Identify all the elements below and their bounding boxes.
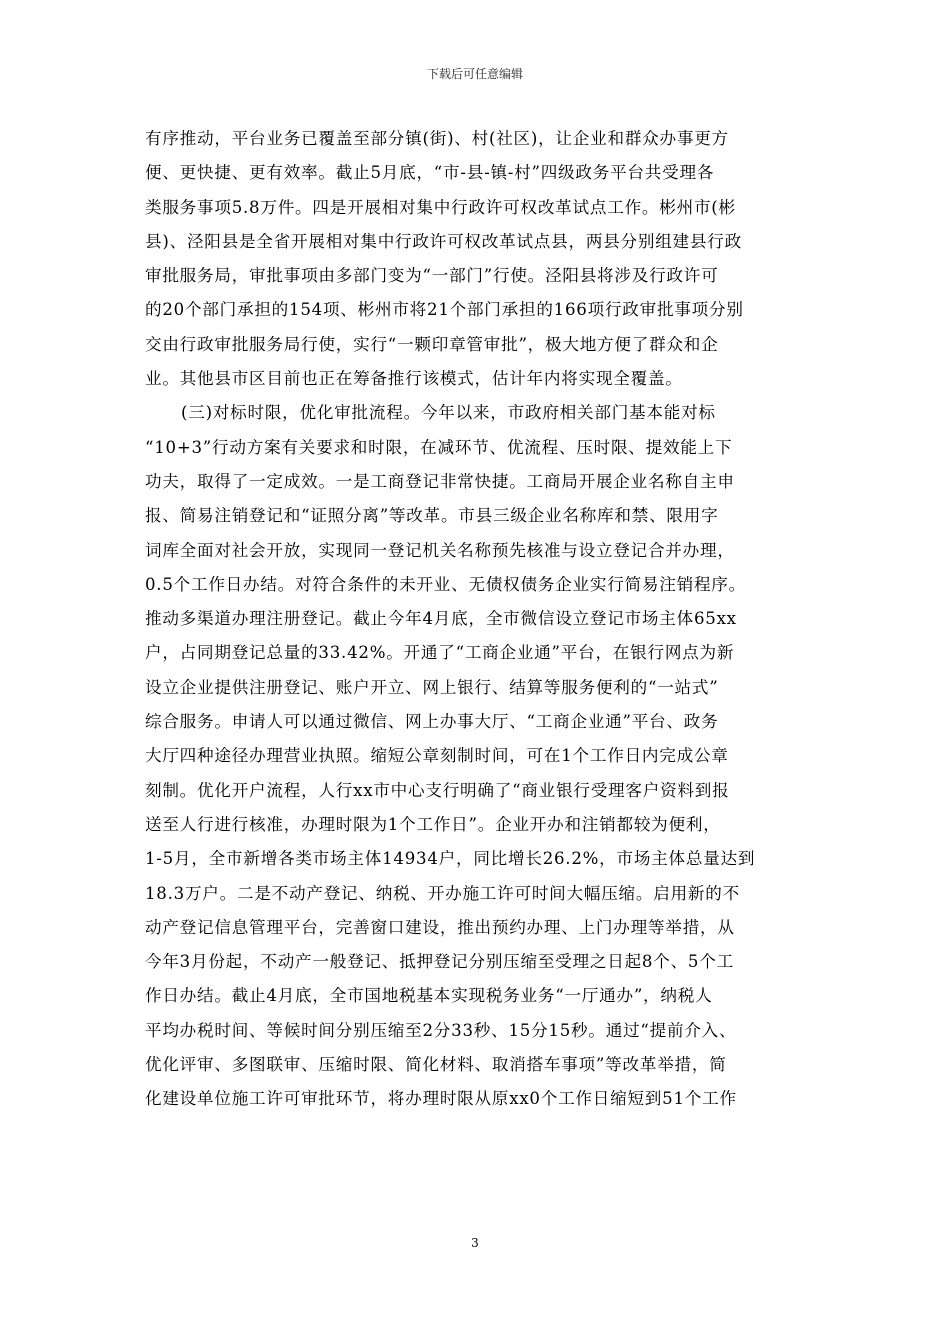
text-line: 交由行政审批服务局行使，实行“一颗印章管审批”，极大地方便了群众和企 — [145, 334, 719, 354]
text-line: 有序推动，平台业务已覆盖至部分镇(街)、村(社区)，让企业和群众办事更方 — [145, 129, 729, 148]
text-line: 0.5个工作日办结。对符合条件的未开业、无债权债务企业实行简易注销程序。 — [145, 574, 746, 594]
text-line: 今年3月份起，不动产一般登记、抵押登记分别压缩至受理之日起8个、5个工 — [145, 952, 734, 972]
section-heading-line: (三)对标时限，优化审批流程。今年以来，市政府相关部门基本能对标 — [181, 403, 716, 423]
text-line: “10+3”行动方案有关要求和时限，在减环节、优流程、压时限、提效能上下 — [145, 437, 733, 457]
text-line: 作日办结。截止4月底，全市国地税基本实现税务业务“一厅通办”，纳税人 — [145, 986, 713, 1006]
text-line: 功夫，取得了一定成效。一是工商登记非常快捷。工商局开展企业名称自主申 — [145, 471, 735, 491]
page-number: 3 — [471, 1236, 479, 1250]
text-line: 便、更快捷、更有效率。截止5月底，“市-县-镇-村”四级政务平台共受理各 — [145, 163, 715, 183]
text-line: 化建设单位施工许可审批环节，将办理时限从原xx0个工作日缩短到51个工作 — [145, 1089, 737, 1109]
text-line: 推动多渠道办理注册登记。截止今年4月底，全市微信设立登记市场主体65xx — [145, 609, 737, 629]
text-line: 类服务事项5.8万件。四是开展相对集中行政许可权改革试点工作。彬州市(彬 — [145, 197, 736, 217]
text-line: 业。其他县市区目前也正在筹备推行该模式，估计年内将实现全覆盖。 — [145, 369, 683, 389]
text-line: 优化评审、多图联审、压缩时限、简化材料、取消搭车事项”等改革举措，简 — [145, 1055, 727, 1075]
text-line: 设立企业提供注册登记、账户开立、网上银行、结算等服务便利的“一站式” — [145, 677, 719, 697]
text-line: 刻制。优化开户流程，人行xx市中心支行明确了“商业银行受理客户资料到报 — [145, 780, 730, 800]
text-line: 审批服务局，审批事项由多部门变为“一部门”行使。泾阳县将涉及行政许可 — [145, 266, 719, 286]
text-line: 综合服务。申请人可以通过微信、网上办事大厅、“工商企业通”平台、政务 — [145, 712, 719, 732]
text-line: 户，占同期登记总量的33.42%。开通了“工商企业通”平台，在银行网点为新 — [145, 643, 735, 663]
text-line: 词库全面对社会开放，实现同一登记机关名称预先核准与设立登记合并办理， — [145, 540, 735, 560]
text-line: 动产登记信息管理平台，完善窗口建设，推出预约办理、上门办理等举措，从 — [145, 917, 735, 937]
text-line: 平均办税时间、等候时间分别压缩至2分33秒、15分15秒。通过“提前介入、 — [145, 1020, 737, 1040]
document-body — [145, 122, 807, 1117]
text-line: 县)、泾阳县是全省开展相对集中行政许可权改革试点县，两县分别组建县行政 — [145, 231, 742, 251]
text-line: 的20个部门承担的154项、彬州市将21个部门承担的166项行政审批事项分别 — [145, 300, 744, 320]
text-line: 报、简易注销登记和“证照分离”等改革。市县三级企业名称库和禁、限用字 — [145, 506, 719, 526]
text-line: 18.3万户。二是不动产登记、纳税、开办施工许可时间大幅压缩。启用新的不 — [145, 883, 740, 903]
page-header: 下载后可任意编辑 — [426, 67, 523, 81]
text-line: 大厅四种途径办理营业执照。缩短公章刻制时间，可在1个工作日内完成公章 — [145, 746, 729, 766]
text-line: 1-5月，全市新增各类市场主体14934户，同比增长26.2%，市场主体总量达到 — [145, 849, 756, 869]
text-line: 送至人行进行核准，办理时限为1个工作日”。企业开办和注销都较为便利， — [145, 814, 721, 834]
